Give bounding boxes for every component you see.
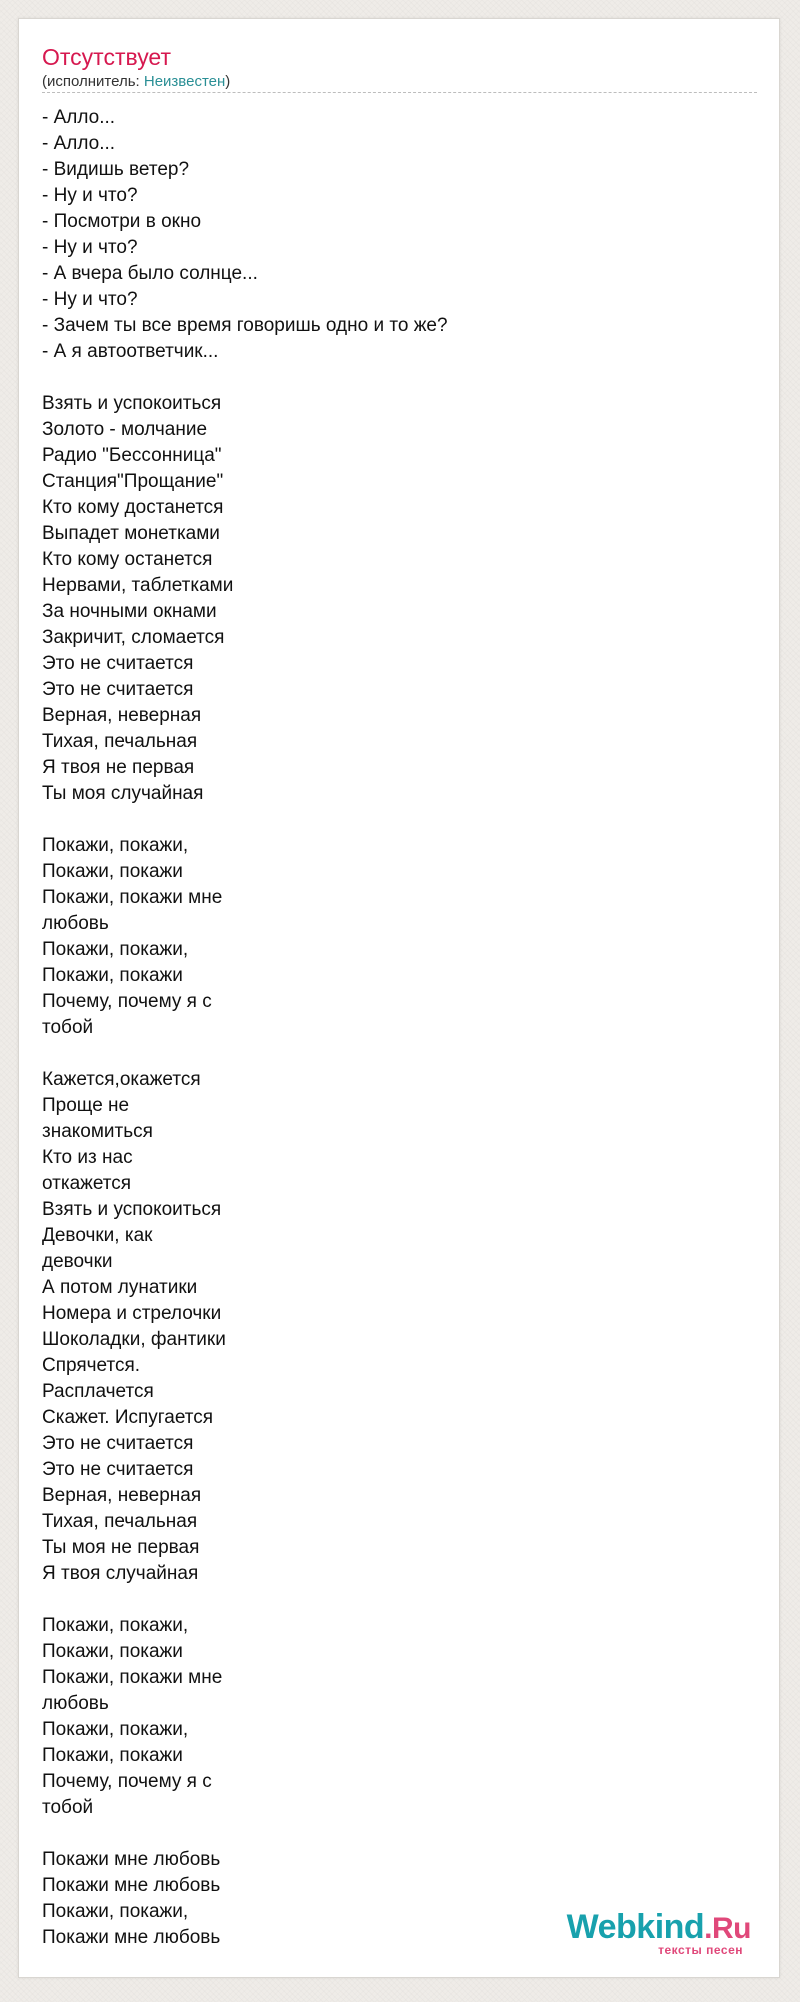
artist-suffix: ) bbox=[225, 73, 231, 90]
logo-name: Webkind bbox=[566, 1908, 705, 1946]
logo-tld: .Ru bbox=[704, 1912, 751, 1945]
artist-prefix: (исполнитель: bbox=[42, 73, 144, 90]
song-title: Отсутствует bbox=[42, 44, 171, 70]
artist-link[interactable]: Неизвестен bbox=[143, 73, 226, 90]
lyrics-card bbox=[18, 18, 780, 1978]
lyrics-text: - Алло... - Алло... - Видишь ветер? - Ну и что? - Посмотри в окно - Ну и что? - А вчера было солнце... - Ну и что? - Зачем ты все время говоришь одно и то же? - А я автоответчик... Взять и успокоиться Золото - молчание Радио "Бессонница" Станция"Прощание" Кто кому достанется Выпадет монетками Кто кому останется Нервами, таблетками За ночными окнами Закричит, сломается Это не считается Это не считается Верная, неверная Тихая, печальная Я твоя не первая Ты моя случайная Покажи, покажи, Покажи, покажи Покажи, покажи мне любовь Покажи, покажи, Покажи, покажи Почему, почему я с тобой Кажется,окажется Проще не знакомиться Кто из нас откажется Взять и успокоиться Девочки, как девочки А потом лунатики Номера и стрелочки Шоколадки, фантики Спрячется. Расплачется Скажет. Испугается Это не считается Это не считается Верная, неверная Тихая, печальная Ты моя не первая Я твоя случайная Покажи, покажи, Покажи, покажи Покажи, покажи мне любовь Покажи, покажи, Покажи, покажи Почему, почему я с тобой Покажи мне любовь Покажи мне любовь Покажи, покажи, Покажи мне любовь bbox=[42, 107, 448, 1948]
artist-line bbox=[42, 73, 230, 91]
logo-tagline: тексты песен bbox=[658, 1943, 743, 1957]
title-divider bbox=[42, 92, 757, 93]
webkind-logo[interactable] bbox=[561, 1907, 751, 1955]
